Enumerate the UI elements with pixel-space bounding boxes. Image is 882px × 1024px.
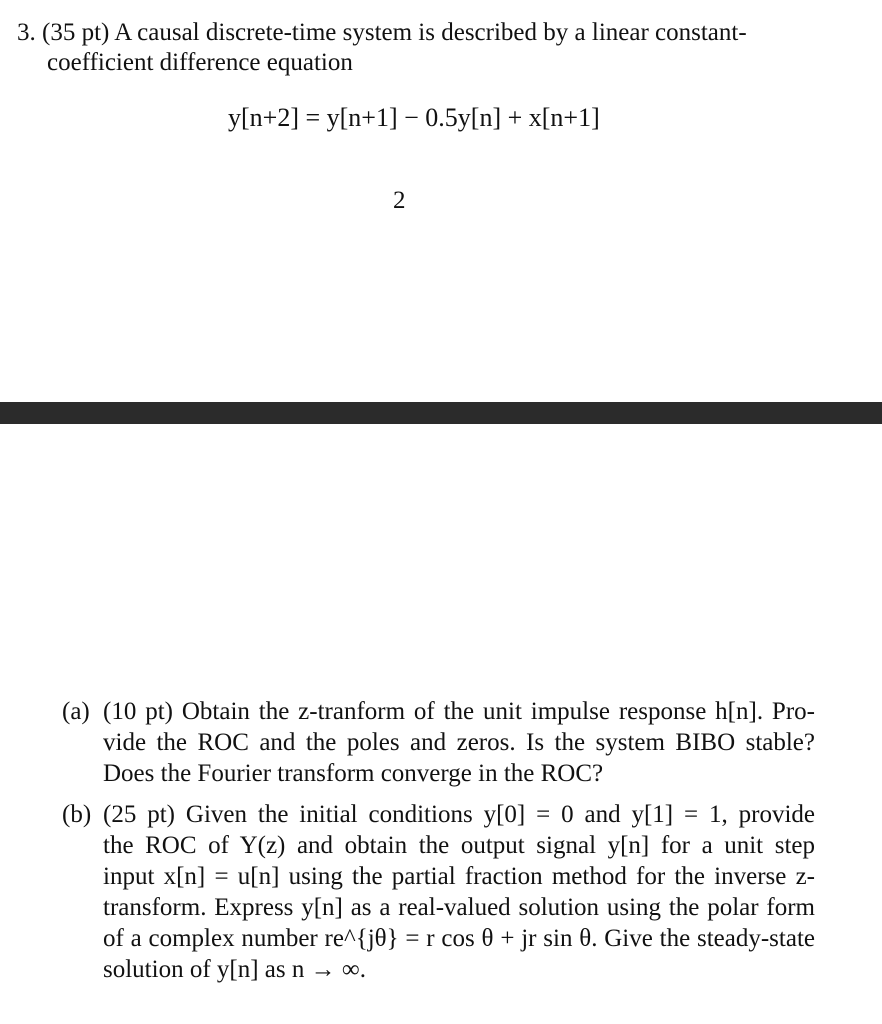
part-b-line-5: of a complex number re^{jθ} = r cos θ + jr sin θ. Give the steady-state — [103, 925, 815, 952]
page-divider — [0, 402, 882, 424]
problem-intro-line2: coefficient difference equation — [47, 49, 353, 76]
part-b-line-4: transform. Express y[n] as a real-valued solution using the polar form — [103, 894, 815, 921]
page-number: 2 — [393, 187, 406, 214]
part-a-label: (a) — [62, 698, 90, 725]
part-b-line-3: input x[n] = u[n] using the partial fraction method for the inverse z- — [103, 863, 815, 890]
part-b-label: (b) — [62, 801, 92, 828]
part-b-text-1: Given the initial conditions y[0] = 0 and y[1] = 1, provide — [185, 801, 815, 828]
part-b-line-6: solution of y[n] as n → ∞. — [103, 956, 366, 983]
page-top — [0, 0, 882, 402]
problem-number: 3. — [17, 19, 36, 46]
part-a-line-2: vide the ROC and the poles and zeros. Is the system BIBO stable? — [103, 729, 815, 756]
part-b-points: (25 pt) — [103, 801, 175, 828]
part-a-line-1 — [103, 696, 815, 727]
part-a-line-3: Does the Fourier transform converge in the ROC? — [103, 760, 604, 787]
part-a-points: (10 pt) — [103, 698, 173, 725]
problem-intro-line1: A causal discrete-time system is described by a linear constant- — [114, 19, 747, 46]
part-a-text-1: Obtain the z-tranform of the unit impulse response h[n]. Pro- — [181, 698, 815, 725]
problem-header-line — [17, 17, 747, 48]
part-b-line-2: the ROC of Y(z) and obtain the output signal y[n] for a unit step — [103, 832, 815, 859]
part-b-line-1 — [103, 799, 815, 830]
problem-points: (35 pt) — [42, 19, 110, 46]
difference-equation: y[n+2] = y[n+1] − 0.5y[n] + x[n+1] — [228, 103, 600, 132]
